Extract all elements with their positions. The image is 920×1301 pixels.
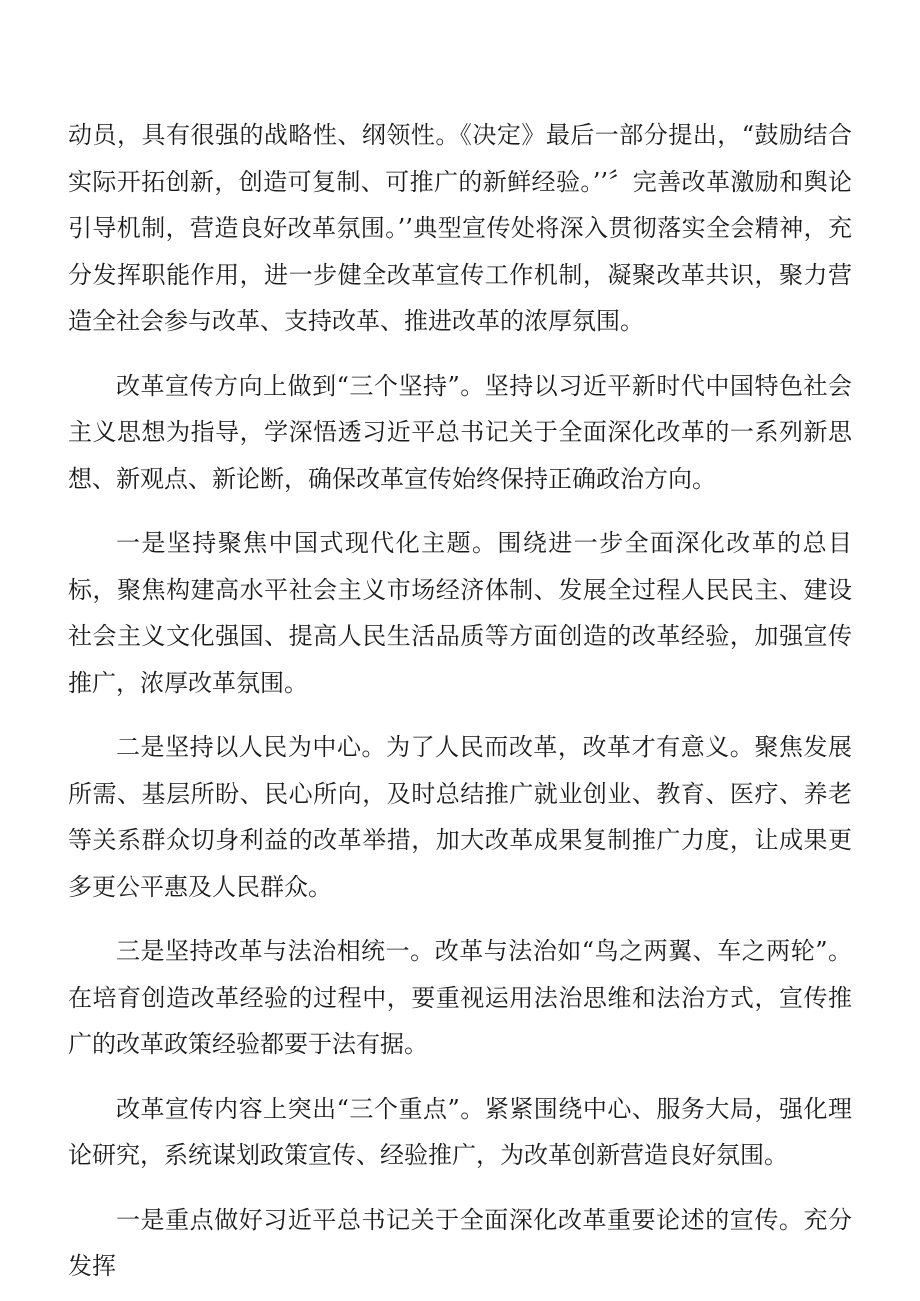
paragraph-continuation: 动员，具有很强的战略性、纲领性。《决定》最后一部分提出，“鼓励结合实际开拓创新，创造可复制、可推广的新鲜经验。’’〞完善改革激励和舆论引导机制，营造良好改革氛围。’’典型宣传处将深入贯彻落实全会精神，充分发挥职能作用，进一步健全改革宣传工作机制，凝聚改革共识，聚力营造全社会参与改革、支持改革、推进改革的浓厚氛围。 xyxy=(68,121,852,335)
paragraph-direction-three-persist: 改革宣传方向上做到“三个坚持”。坚持以习近平新时代中国特色社会主义思想为指导，学深悟透习近平总书记关于全面深化改革的一系列新思想、新观点、新论断，确保改革宣传始终保持正确政治方向。 xyxy=(68,371,852,493)
paragraph-content-three-focus: 改革宣传内容上突出“三个重点”。紧紧围绕中心、服务大局，强化理论研究，系统谋划政策宣传、经验推广，为改革创新营造良好氛围。 xyxy=(68,1094,852,1169)
paragraph-persist-three: 三是坚持改革与法治相统一。改革与法治如“鸟之两翼、车之两轮”。在培育创造改革经验的过程中，要重视运用法治思维和法治方式，宣传推广的改革政策经验都要于法有据。 xyxy=(68,937,852,1058)
paragraph-persist-two: 二是坚持以人民为中心。为了人民而改革，改革才有意义。聚焦发展所需、基层所盼、民心所向，及时总结推广就业创业、教育、医疗、养老等关系群众切身利益的改革举措，加大改革成果复制推广力度，让成果更多更公平惠及人民群众。 xyxy=(68,733,852,901)
document-body xyxy=(68,112,852,1290)
paragraph-focus-one: 一是重点做好习近平总书记关于全面深化改革重要论述的宣传。充分发挥 xyxy=(68,1205,852,1280)
paragraph-persist-one: 一是坚持聚焦中国式现代化主题。围绕进一步全面深化改革的总目标，聚焦构建高水平社会主义市场经济体制、发展全过程人民民主、建设社会主义文化强国、提高人民生活品质等方面创造的改革经验，加强宣传推广，浓厚改革氛围。 xyxy=(68,529,852,697)
